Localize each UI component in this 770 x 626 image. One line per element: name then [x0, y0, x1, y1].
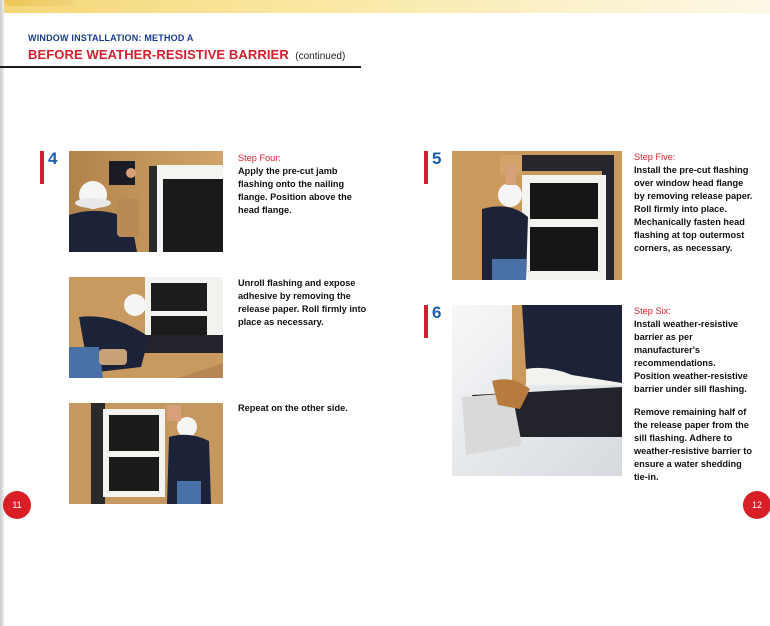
step-6-red-bar [424, 305, 428, 338]
step-5-body: Install the pre-cut flashing over window head flange by removing release paper. Roll firmly into place. Mechanically fasten head flashing at top outermost corners, as necessary. [634, 165, 753, 253]
page-edge-shadow [0, 0, 4, 626]
step-5-text [634, 151, 754, 255]
step-4-text [238, 152, 363, 217]
step-4-body: Apply the pre-cut jamb flashing onto the nailing flange. Position above the head flange. [238, 166, 352, 215]
step-4-label: Step Four: [238, 153, 281, 163]
step-4-marker [40, 151, 57, 184]
step-4b-text [238, 277, 373, 329]
header-rule [0, 66, 361, 68]
step-4c-body: Repeat on the other side. [238, 403, 348, 413]
step-6-number: 6 [432, 303, 442, 322]
section-kicker: WINDOW INSTALLATION: METHOD A [28, 33, 194, 43]
top-decorative-band [0, 0, 770, 13]
step-4-photo-other-side [69, 403, 223, 504]
step-5-marker [424, 151, 441, 184]
step-6-text [634, 305, 754, 484]
step-5-number: 5 [432, 149, 442, 168]
step-6-label: Step Six: [634, 306, 671, 316]
step-6-photo-weather-barrier [452, 305, 622, 476]
page-title: BEFORE WEATHER-RESISTIVE BARRIER [28, 47, 289, 62]
page-number-right: 12 [743, 491, 770, 519]
step-4-red-bar [40, 151, 44, 184]
step-4-photo-jamb-flashing [69, 151, 223, 252]
page-header [28, 33, 345, 64]
step-5-photo-head-flashing [452, 151, 622, 280]
step-4-photo-unroll-flashing [69, 277, 223, 378]
continued-label: (continued) [295, 51, 346, 62]
step-4-number: 4 [48, 149, 58, 168]
step-6-marker [424, 305, 441, 338]
page-number-left: 11 [3, 491, 31, 519]
step-4b-body: Unroll flashing and expose adhesive by removing the release paper. Roll firmly into place as necessary. [238, 278, 367, 327]
step-5-red-bar [424, 151, 428, 184]
step-6-body-2: Remove remaining half of the release paper from the sill flashing. Adhere to weather-resistive barrier to ensure a water shedding tie-in. [634, 407, 752, 482]
step-5-label: Step Five: [634, 152, 676, 162]
step-6-body: Install weather-resistive barrier as per manufacturer's recommendations. Position weather-resistive barrier under sill flashing. [634, 319, 748, 394]
step-4c-text [238, 402, 373, 415]
